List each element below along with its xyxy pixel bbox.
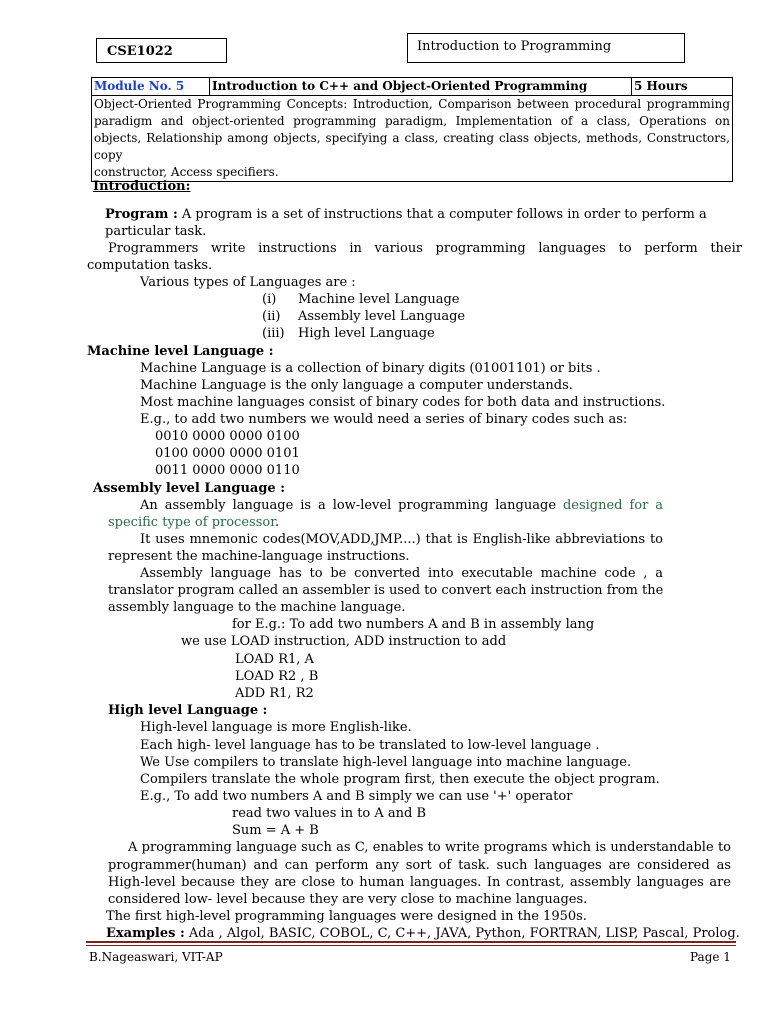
high-para-line: programmer(human) and can perform any sort of task. such languages are considered as xyxy=(108,858,731,873)
assembly-para3-line: translator program called an assembler is used to convert each instruction from the xyxy=(108,583,664,598)
type-label: High level Language xyxy=(298,326,435,341)
machine-line: Machine Language is the only language a computer understands. xyxy=(140,378,573,393)
assembly-para1-cont xyxy=(108,514,279,531)
assembly-para2-cont: represent the machine-language instructions. xyxy=(108,549,410,564)
binary-code: 0011 0000 0000 0110 xyxy=(155,463,300,478)
assembly-para1-end: . xyxy=(275,515,280,530)
first-high-level: The first high-level programming languages were designed in the 1950s. xyxy=(106,909,587,924)
footer-rule-thin xyxy=(86,945,736,946)
program-label: Program : xyxy=(105,207,178,222)
module-description-line: paradigm and object-oriented programming paradigm, Implementation of a class, Operations on objects, xyxy=(94,114,730,145)
machine-line: Most machine languages consist of binary codes for both data and instructions. xyxy=(140,395,666,410)
module-hours: 5 Hours xyxy=(632,78,733,96)
type-item xyxy=(262,325,435,342)
high-line: E.g., To add two numbers A and B simply we can use '+' operator xyxy=(140,789,573,804)
assembly-para3-line: assembly language to the machine language. xyxy=(108,600,406,615)
type-label: Assembly level Language xyxy=(298,309,466,324)
assembly-example: for E.g.: To add two numbers A and B in assembly lang xyxy=(232,617,595,632)
machine-heading: Machine level Language : xyxy=(87,344,274,359)
high-line: High-level language is more English-like. xyxy=(140,720,412,735)
type-numeral: (i) xyxy=(262,292,277,307)
module-number: Module No. 5 xyxy=(92,78,210,96)
footer-author: B.Nageaswari, VIT-AP xyxy=(89,950,223,964)
type-item xyxy=(262,291,459,308)
program-text-cont: particular task. xyxy=(105,224,207,239)
module-title: Introduction to C++ and Object-Oriented Programming xyxy=(210,78,632,96)
binary-code: 0010 0000 0000 0100 xyxy=(155,429,300,444)
examples-text: Ada , Algol, BASIC, COBOL, C, C++, JAVA, Python, FORTRAN, LISP, Pascal, Prolog. xyxy=(188,926,740,941)
type-numeral: (ii) xyxy=(262,309,281,324)
high-para-line: considered low- level because they are very close to machine languages. xyxy=(108,892,588,907)
module-description-line: Relationship among objects, specifying a class, creating class objects, methods, Constructors, copy xyxy=(94,131,730,162)
high-code-line: Sum = A + B xyxy=(232,823,319,838)
assembly-para2: It uses mnemonic codes(MOV,ADD,JMP....) that is English-like abbreviations to xyxy=(140,532,663,547)
type-numeral: (iii) xyxy=(262,326,285,341)
examples-label: Examples : xyxy=(106,926,185,941)
module-description-line: Object-Oriented Programming Concepts: Introduction, Comparison between procedural programming xyxy=(94,97,730,111)
types-intro: Various types of Languages are : xyxy=(140,275,356,290)
program-definition xyxy=(105,206,707,223)
high-line: Compilers translate the whole program first, then execute the object program. xyxy=(140,772,660,787)
high-heading: High level Language : xyxy=(108,703,268,718)
processor-link[interactable]: designed for a xyxy=(562,498,663,513)
processor-link-cont[interactable]: specific type of processor xyxy=(108,515,275,530)
machine-line: E.g., to add two numbers we would need a series of binary codes such as: xyxy=(140,412,628,427)
assembly-code-line: LOAD R2 , B xyxy=(235,669,319,684)
high-para-line: A programming language such as C, enables to write programs which is understandable to xyxy=(128,840,731,855)
high-line: Each high- level language has to be translated to low-level language . xyxy=(140,738,600,753)
assembly-code-line: LOAD R1, A xyxy=(235,652,314,667)
assembly-example: we use LOAD instruction, ADD instruction to add xyxy=(181,634,507,649)
intro-heading: Introduction: xyxy=(93,179,191,194)
programmers-text-cont: computation tasks. xyxy=(87,258,213,273)
assembly-para1 xyxy=(140,497,663,514)
module-description xyxy=(92,96,733,182)
module-table xyxy=(91,77,733,182)
type-label: Machine level Language xyxy=(298,292,460,307)
type-item xyxy=(262,308,465,325)
programmers-text: Programmers write instructions in various programming languages to perform their xyxy=(108,241,742,256)
footer-rule xyxy=(86,941,736,943)
assembly-heading: Assembly level Language : xyxy=(93,481,286,496)
examples-line xyxy=(106,925,740,942)
high-line: We Use compilers to translate high-level language into machine language. xyxy=(140,755,632,770)
footer-page: Page 1 xyxy=(690,950,731,964)
assembly-para3: Assembly language has to be converted into executable machine code , a xyxy=(140,566,663,581)
machine-line: Machine Language is a collection of binary digits (01001101) or bits . xyxy=(140,361,601,376)
assembly-code-line: ADD R1, R2 xyxy=(235,686,314,701)
course-code: CSE1022 xyxy=(96,38,227,63)
binary-code: 0100 0000 0000 0101 xyxy=(155,446,300,461)
course-title: Introduction to Programming xyxy=(407,33,685,63)
high-para-line: High-level because they are close to human languages. In contrast, assembly languages are xyxy=(108,875,731,890)
program-text: A program is a set of instructions that a computer follows in order to perform a xyxy=(181,207,707,222)
high-code-line: read two values in to A and B xyxy=(232,806,427,821)
module-description-line: constructor, Access specifiers. xyxy=(94,165,279,179)
assembly-para1-text: An assembly language is a low-level programming language xyxy=(140,498,557,513)
